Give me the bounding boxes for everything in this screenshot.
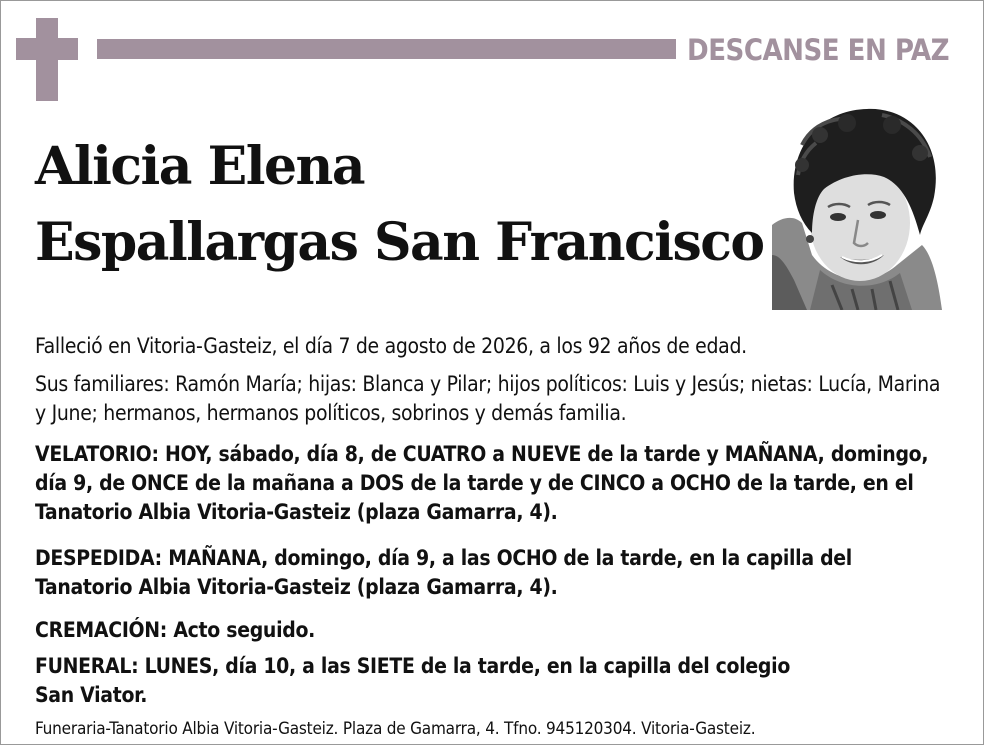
funeral-paragraph: FUNERAL: LUNES, día 10, a las SIETE de la tarde, en la capilla del colegio San Viator.	[35, 654, 790, 707]
family-paragraph: Sus familiares: Ramón María; hijas: Blanca y Pilar; hijos políticos: Luis y Jesús; nietas: Lucía, Marina y June; hermanos, hermanos políticos, sobrinos y demás familia.	[35, 372, 941, 425]
death-paragraph: Falleció en Vitoria-Gasteiz, el día 7 de agosto de 2026, a los 92 años de edad.	[35, 334, 747, 358]
cremation-paragraph: CREMACIÓN: Acto seguido.	[35, 618, 316, 642]
wake-paragraph: VELATORIO: HOY, sábado, día 8, de CUATRO a NUEVE de la tarde y MAÑANA, domingo, día 9, de ONCE de la mañana a DOS de la tarde y de CINCO a OCHO de la tarde, en el Tanatorio Albia Vitoria-Gasteiz (plaza Gamarra, 4).	[35, 442, 929, 524]
funeral-home-footer: Funeraria-Tanatorio Albia Vitoria-Gasteiz. Plaza de Gamarra, 4. Tfno. 945120304. Vitoria-Gasteiz.	[35, 719, 756, 739]
deceased-first-names: Alicia Elena	[35, 136, 365, 197]
header-bar	[97, 39, 676, 59]
portrait-photo	[772, 105, 942, 310]
farewell-paragraph: DESPEDIDA: MAÑANA, domingo, día 9, a las OCHO de la tarde, en la capilla del Tanatorio Albia Vitoria-Gasteiz (plaza Gamarra, 4).	[35, 546, 852, 599]
header-label: DESCANSE EN PAZ	[687, 33, 949, 67]
deceased-surnames: Espallargas San Francisco	[35, 212, 764, 273]
